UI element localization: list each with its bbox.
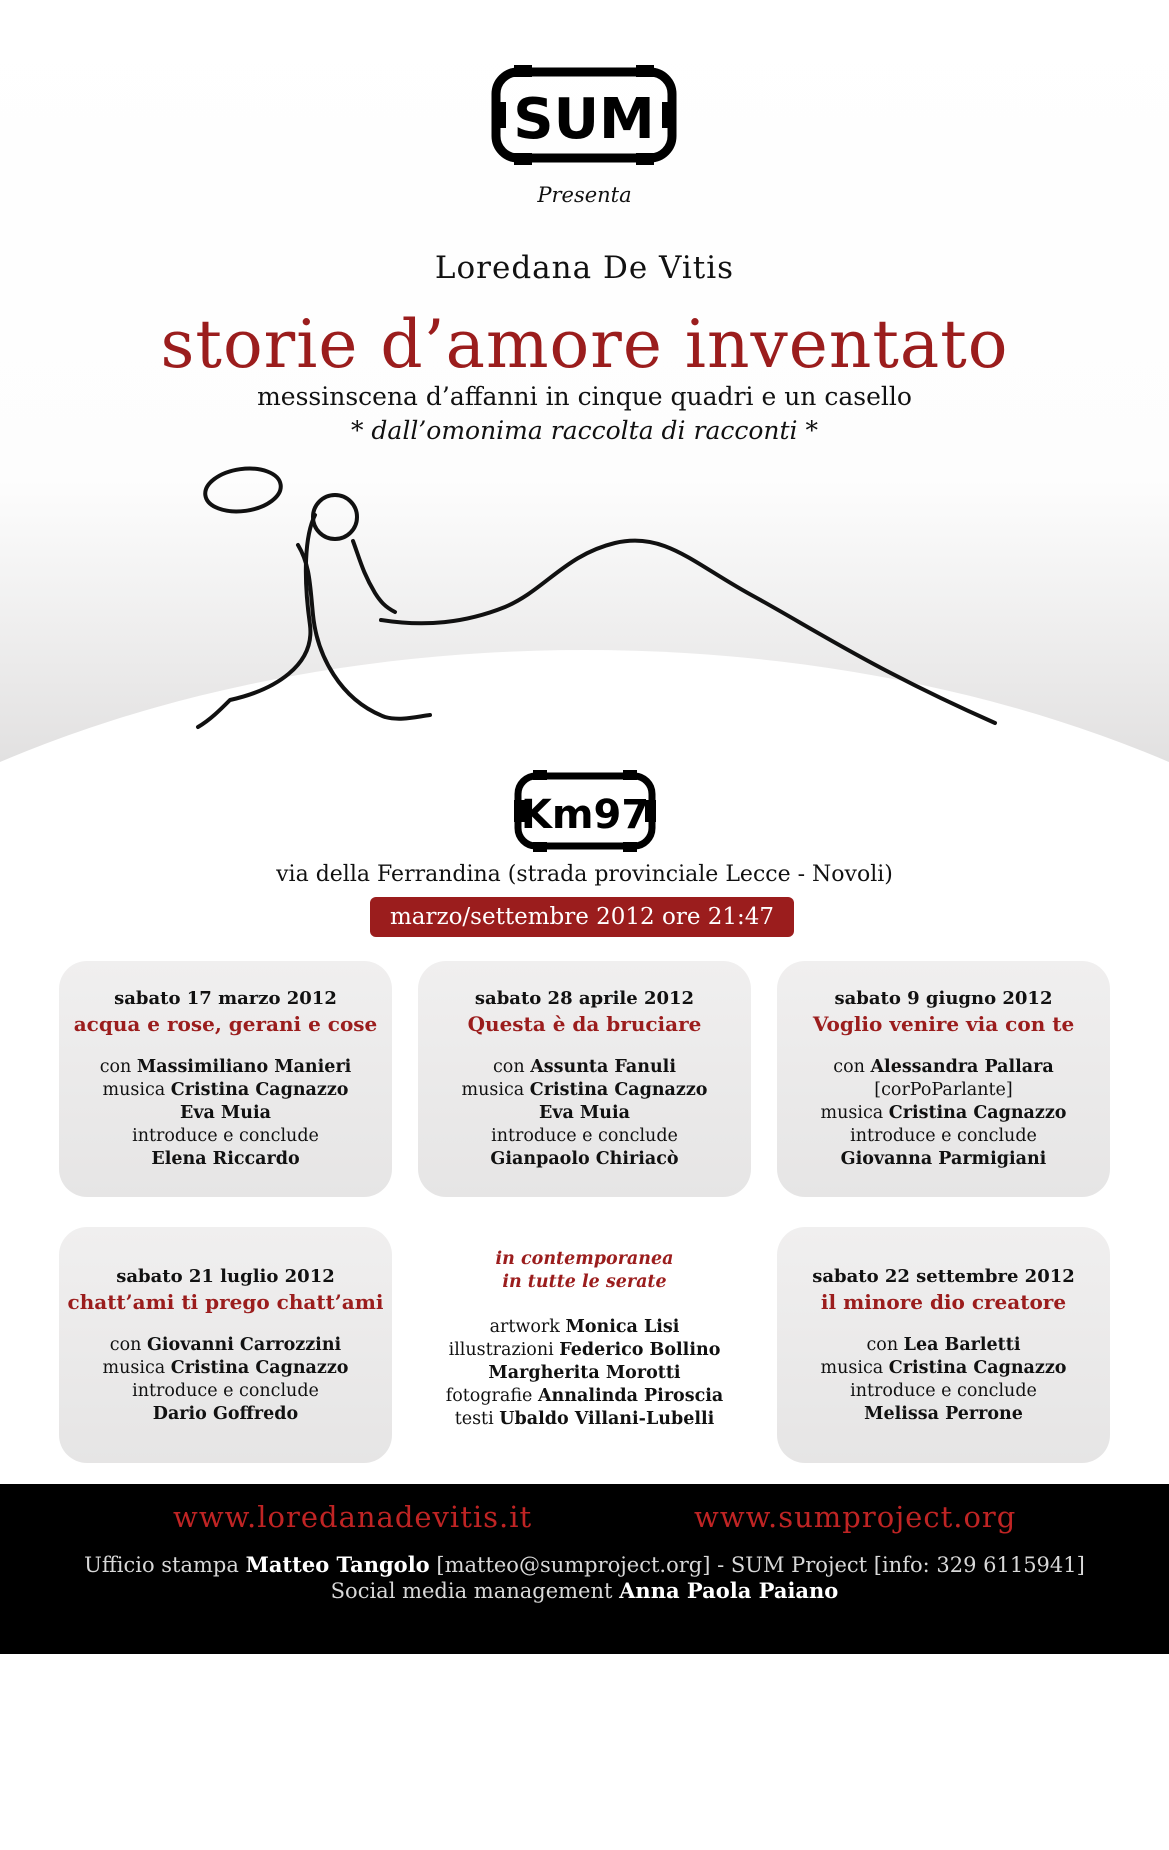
show-title: storie d’amore inventato: [160, 306, 1009, 383]
dates-badge: marzo/settembre 2012 ore 21:47: [370, 897, 794, 937]
photos-credit: fotografie Annalinda Piroscia: [445, 1386, 724, 1406]
illustrations-credit: illustrazioni Federico Bollino: [448, 1340, 721, 1360]
event-date: sabato 28 aprile 2012: [474, 988, 695, 1009]
event-card-4: [59, 1227, 392, 1463]
event-card-3: [777, 961, 1110, 1197]
event-music-extra: Eva Muia: [179, 1103, 272, 1123]
event-music: musica Cristina Cagnazzo: [820, 1358, 1067, 1378]
texts-credit: testi Ubaldo Villani-Lubelli: [454, 1409, 715, 1429]
sumproject-link[interactable]: www.sumproject.org: [694, 1500, 1017, 1534]
km97-logo: [513, 768, 657, 854]
loredanadevitis-link[interactable]: www.loredanadevitis.it: [173, 1500, 533, 1534]
artwork-credit: artwork Monica Lisi: [489, 1317, 680, 1337]
figure-illustration: [195, 455, 1015, 785]
contemporanea-block: [418, 1248, 751, 1431]
event-music: musica Cristina Cagnazzo: [102, 1080, 349, 1100]
event-intro: Dario Goffredo: [152, 1404, 299, 1424]
event-date: sabato 9 giugno 2012: [834, 988, 1053, 1009]
event-music: musica Cristina Cagnazzo: [461, 1080, 708, 1100]
event-show-title: acqua e rose, gerani e cose: [73, 1012, 378, 1036]
event-show-title: Questa è da bruciare: [467, 1012, 702, 1036]
sum-logo: [490, 62, 678, 168]
event-intro: Giovanna Parmigiani: [840, 1149, 1047, 1169]
event-cast: con Alessandra Pallara: [833, 1057, 1054, 1077]
event-card-1: [59, 961, 392, 1197]
author-name: Loredana De Vitis: [434, 250, 735, 286]
svg-text:SUM: SUM: [513, 87, 655, 152]
event-show-title: il minore dio creatore: [820, 1290, 1067, 1314]
event-music: musica Cristina Cagnazzo: [102, 1358, 349, 1378]
event-show-title: chatt’ami ti prego chatt’ami: [67, 1290, 384, 1314]
event-cast-extra: [corPoParlante]: [874, 1080, 1013, 1100]
social-media: Social media management Anna Paola Paiano: [330, 1578, 839, 1603]
event-intro-label: introduce e conclude: [132, 1126, 319, 1146]
event-music: musica Cristina Cagnazzo: [820, 1103, 1067, 1123]
event-card-5: [777, 1227, 1110, 1463]
event-date: sabato 21 luglio 2012: [116, 1266, 335, 1287]
illustrations-credit-2: Margherita Morotti: [488, 1363, 681, 1383]
event-cast: con Assunta Fanuli: [493, 1057, 676, 1077]
event-intro-label: introduce e conclude: [132, 1381, 319, 1401]
presenta-label: Presenta: [537, 183, 632, 207]
venue-address: via della Ferrandina (strada provinciale Lecce - Novoli): [276, 862, 893, 887]
event-date: sabato 22 settembre 2012: [812, 1266, 1075, 1287]
event-intro-label: introduce e conclude: [850, 1126, 1037, 1146]
show-subtitle: messinscena d’affanni in cinque quadri e un casello: [257, 382, 912, 411]
event-date: sabato 17 marzo 2012: [114, 988, 337, 1009]
event-intro: Melissa Perrone: [864, 1404, 1023, 1424]
event-intro: Gianpaolo Chiriacò: [490, 1149, 679, 1169]
svg-text:Km97: Km97: [520, 792, 650, 838]
contemporanea-line1: in contemporanea: [495, 1249, 674, 1269]
show-source: * dall’omonima raccolta di racconti *: [350, 416, 818, 445]
event-intro-label: introduce e conclude: [850, 1381, 1037, 1401]
event-cast: con Giovanni Carrozzini: [109, 1335, 342, 1355]
event-intro-label: introduce e conclude: [491, 1126, 678, 1146]
event-intro: Elena Riccardo: [151, 1149, 300, 1169]
event-cast: con Massimiliano Manieri: [99, 1057, 352, 1077]
press-office: Ufficio stampa Matteo Tangolo [matteo@sumproject.org] - SUM Project [info: 329 6115941]: [84, 1552, 1085, 1577]
contemporanea-line2: in tutte le serate: [502, 1272, 667, 1292]
event-cast: con Lea Barletti: [866, 1335, 1021, 1355]
event-music-extra: Eva Muia: [538, 1103, 631, 1123]
event-card-2: [418, 961, 751, 1197]
event-show-title: Voglio venire via con te: [812, 1012, 1075, 1036]
